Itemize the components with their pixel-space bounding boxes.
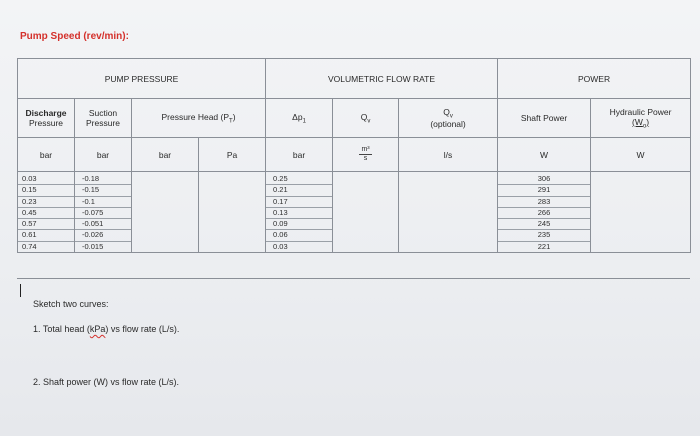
unit-head-bar: bar: [132, 138, 199, 172]
table-cell: 245: [498, 219, 590, 230]
table-cell: -0.075: [75, 208, 131, 219]
table-cell: -0.18: [75, 174, 131, 185]
table-cell: 0.17: [266, 197, 332, 208]
col-suction-values: [75, 172, 132, 253]
table-cell: -0.015: [82, 241, 104, 251]
table-cell: 235: [498, 230, 590, 241]
unit-qv-optional: l/s: [399, 138, 498, 172]
table-cell: -0.15: [75, 185, 131, 196]
shaft-power-values: [498, 174, 590, 252]
header-pressure-head: Pressure Head $(P_T)$: [132, 99, 266, 138]
unit-suction: bar: [75, 138, 132, 172]
unit-shaft-power: W: [498, 138, 591, 172]
unit-head-pa: Pa: [199, 138, 266, 172]
col-delta-p-values: [266, 172, 333, 253]
kpa-unit: kPa: [89, 324, 106, 334]
header-qv: $Q_v$: [333, 99, 399, 138]
header-shaft-power: Shaft Power: [498, 99, 591, 138]
header-discharge-pressure: Discharge Pressure: [18, 99, 75, 138]
table-cell: -0.051: [75, 219, 131, 230]
table-cell: 0.21: [266, 185, 332, 196]
table-cell: 0.13: [266, 208, 332, 219]
table-cell: 0.45: [18, 208, 74, 219]
table-cell: 283: [498, 197, 590, 208]
pump-speed-title: Pump Speed (rev/min):: [20, 31, 129, 42]
unit-delta-p: bar: [266, 138, 333, 172]
table-bottom-border: [17, 278, 690, 279]
delta-p-values: [266, 174, 332, 252]
unit-discharge: bar: [18, 138, 75, 172]
hydraulic-power-symbol: $(W_o)$: [632, 116, 650, 130]
table-cell: 0.09: [266, 219, 332, 230]
table-cell: -0.1: [75, 197, 131, 208]
table-cell: -0.026: [75, 230, 131, 241]
table-cell: 221: [537, 241, 551, 251]
table-cell: 0.61: [18, 230, 74, 241]
sketch-intro: Sketch two curves:: [33, 299, 109, 309]
header-delta-p: $\Delta p_1$: [266, 99, 333, 138]
unit-qv: [333, 138, 399, 172]
discharge-values: [18, 174, 74, 252]
table-cell: 0.57: [18, 219, 74, 230]
table-cell: 291: [498, 185, 590, 196]
header-hydraulic-power: Hydraulic Power $(W_o)$: [591, 99, 691, 138]
table-cell: 0.03: [273, 241, 288, 251]
table-cell: 266: [498, 208, 590, 219]
curve-2-instruction: 2. Shaft power (W) vs flow rate (L/s).: [33, 377, 180, 387]
text-cursor: [20, 284, 21, 297]
curve-1-instruction: 1. Total head (kPa) vs flow rate (L/s).: [33, 324, 180, 334]
col-shaft-power-values: [498, 172, 591, 253]
col-discharge-values: [18, 172, 75, 253]
unit-hydraulic-power: W: [591, 138, 691, 172]
header-qv-optional: $Q_v$ (optional): [399, 99, 498, 138]
col-head-pa-values: [199, 172, 266, 253]
table-cell: 306: [498, 174, 590, 185]
col-qv-values: [333, 172, 399, 253]
table-cell: 0.74: [22, 241, 37, 251]
group-pump-pressure: PUMP PRESSURE: [18, 59, 266, 99]
suction-values: [75, 174, 131, 252]
col-hydraulic-power-values: [591, 172, 691, 253]
header-suction-pressure: Suction Pressure: [75, 99, 132, 138]
group-power: POWER: [498, 59, 691, 99]
table-cell: 0.23: [18, 197, 74, 208]
group-volumetric-flow-rate: VOLUMETRIC FLOW RATE: [266, 59, 498, 99]
table-cell: 0.15: [18, 185, 74, 196]
table-cell: 0.25: [266, 174, 332, 185]
table-cell: 0.03: [18, 174, 74, 185]
unit-qv-fraction: $\frac{\text{m³}}{s}$: [361, 146, 370, 162]
col-head-bar-values: [132, 172, 199, 253]
table-cell: 0.06: [266, 230, 332, 241]
col-qv-optional-values: [399, 172, 498, 253]
pump-data-table: [17, 58, 691, 253]
